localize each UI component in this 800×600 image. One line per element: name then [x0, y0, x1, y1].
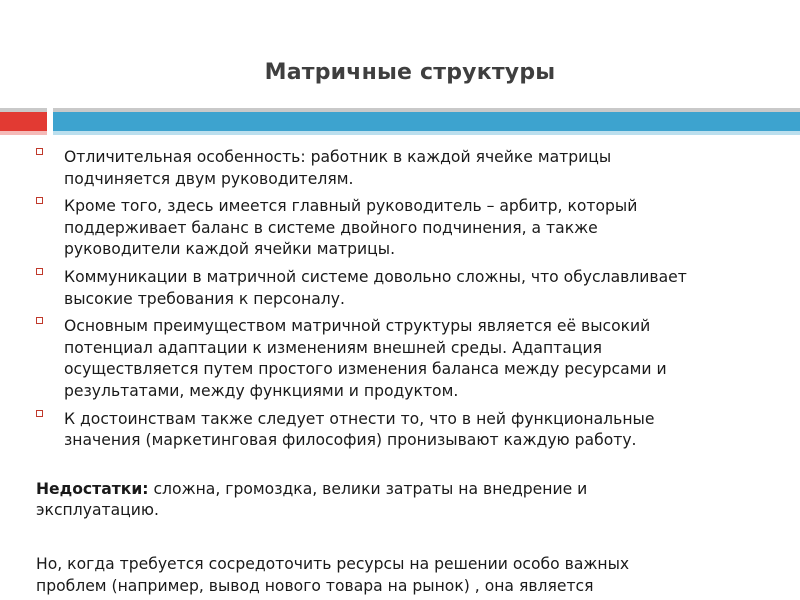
bullet-item	[36, 196, 776, 261]
closing-line: Но, когда требуется сосредоточить ресурсы на решении особо важных	[36, 554, 630, 573]
bullet-item	[36, 147, 776, 190]
bullet-text	[64, 409, 776, 452]
slide-title: Матричные структуры	[264, 60, 556, 85]
hollow-square-bullet-icon	[36, 148, 43, 155]
bullet-line: Основным преимуществом матричной структуры является её высокий	[64, 317, 651, 336]
bullet-line: поддерживает баланс в системе двойного подчинения, а также	[64, 218, 598, 237]
bullet-line: К достоинствам также следует отнести то, что в ней функциональные	[64, 409, 655, 428]
drawbacks-paragraph	[36, 479, 776, 522]
bullet-list	[36, 147, 776, 452]
header-band-left-red-shadow	[0, 131, 47, 135]
bullet-item	[36, 409, 776, 452]
bullet-item	[36, 267, 776, 310]
closing-paragraph	[36, 554, 776, 597]
header-band-right-blue-shadow	[53, 131, 800, 135]
header-band-right-blue	[53, 112, 800, 131]
drawbacks-text-continued: эксплуатацию.	[36, 501, 159, 520]
bullet-line: высокие требования к персоналу.	[64, 289, 345, 308]
hollow-square-bullet-icon	[36, 317, 43, 324]
bullet-line: потенциал адаптации к изменениям внешней среды. Адаптация	[64, 338, 602, 357]
bullet-line: руководители каждой ячейки матрицы.	[64, 240, 396, 259]
slide-content	[36, 147, 776, 597]
bullet-text	[64, 316, 776, 402]
hollow-square-bullet-icon	[36, 197, 43, 204]
drawbacks-text: сложна, громоздка, велики затраты на внедрение и	[148, 479, 588, 498]
header-band-left-red	[0, 112, 47, 131]
bullet-item	[36, 316, 776, 402]
closing-line: проблем (например, вывод нового товара на рынок) , она является	[36, 576, 594, 595]
hollow-square-bullet-icon	[36, 410, 43, 417]
hollow-square-bullet-icon	[36, 268, 43, 275]
bullet-line: осуществляется путем простого изменения баланса между ресурсами и	[64, 360, 667, 379]
bullet-line: значения (маркетинговая философия) пронизывают каждую работу.	[64, 431, 637, 450]
bullet-text	[64, 267, 776, 310]
bullet-line: Коммуникации в матричной системе довольно сложны, что обуславливает	[64, 267, 687, 286]
bullet-line: Кроме того, здесь имеется главный руководитель – арбитр, который	[64, 197, 638, 216]
bullet-line: подчиняется двум руководителям.	[64, 169, 354, 188]
bullet-text	[64, 147, 776, 190]
bullet-line: результатами, между функциями и продуктом.	[64, 381, 459, 400]
drawbacks-label: Недостатки:	[36, 479, 149, 498]
bullet-line: Отличительная особенность: работник в каждой ячейке матрицы	[64, 148, 612, 166]
bullet-text	[64, 196, 776, 261]
